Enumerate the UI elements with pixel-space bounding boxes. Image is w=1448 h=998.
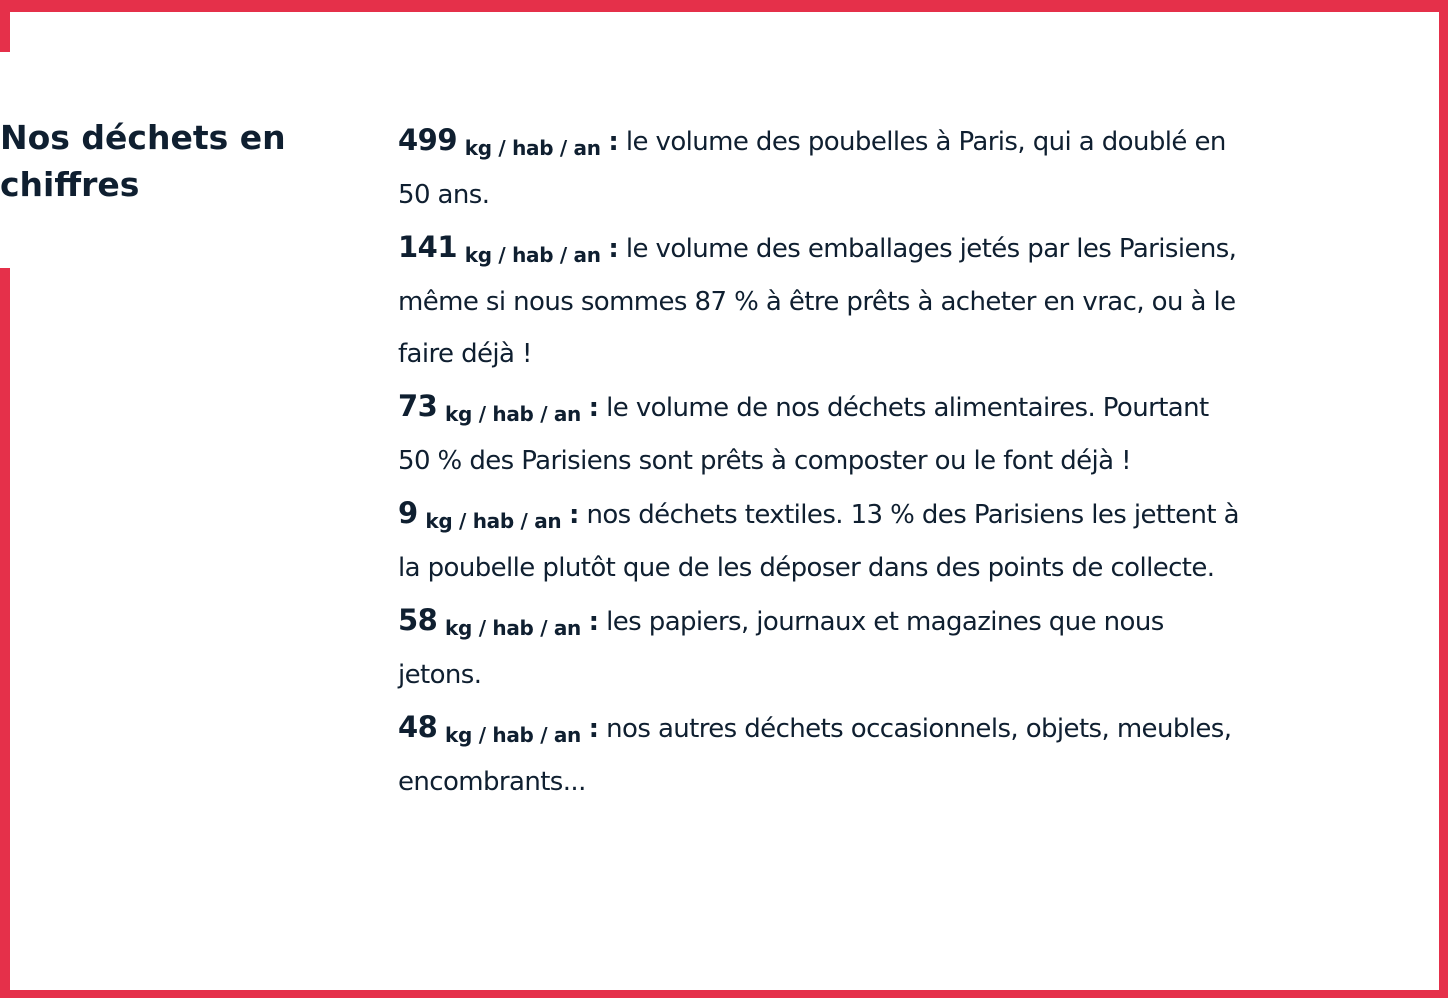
stat-text: le volume des emballages jetés par les Parisiens, même si nous sommes 87 % à être prêts à acheter en vrac, ou à le faire déjà ! — [398, 234, 1237, 369]
stat-text: le volume des poubelles à Paris, qui a doublé en 50 ans. — [398, 127, 1226, 210]
section-title: Nos déchets en chiffres — [0, 114, 340, 208]
frame-border-right — [1439, 0, 1448, 998]
stat-item: 48 kg / hab / an : nos autres déchets occasionnels, objets, meubles, encombrants... — [398, 710, 1232, 797]
frame-border-left-bottom — [0, 268, 10, 998]
stat-item: 73 kg / hab / an : le volume de nos déchets alimentaires. Pourtant 50 % des Parisiens sont prêts à composter ou le font déjà ! — [398, 389, 1209, 476]
stat-item: 499 kg / hab / an : le volume des poubelles à Paris, qui a doublé en 50 ans. — [398, 123, 1226, 210]
stat-item: 9 kg / hab / an : nos déchets textiles. 13 % des Parisiens les jettent à la poubelle plutôt que de les déposer dans des points de collecte. — [398, 496, 1239, 583]
stat-unit: kg / hab / an — [464, 243, 601, 267]
stat-unit: kg / hab / an — [425, 509, 562, 533]
stat-text: les papiers, journaux et magazines que nous jetons. — [398, 607, 1164, 690]
stat-item: 58 kg / hab / an : les papiers, journaux et magazines que nous jetons. — [398, 603, 1164, 690]
stat-unit: kg / hab / an — [445, 402, 581, 426]
stat-unit: kg / hab / an — [445, 723, 581, 747]
stat-text: nos déchets textiles. 13 % des Parisiens les jettent à la poubelle plutôt que de les déposer dans des points de collecte. — [398, 500, 1239, 583]
stat-value: 58 — [398, 603, 438, 637]
stat-text: nos autres déchets occasionnels, objets, meubles, encombrants... — [398, 714, 1232, 797]
stat-value: 9 — [398, 496, 418, 530]
stat-value: 73 — [398, 389, 438, 423]
stats-list — [398, 114, 1248, 808]
stat-text: le volume de nos déchets alimentaires. Pourtant 50 % des Parisiens sont prêts à composter ou le font déjà ! — [398, 393, 1209, 476]
stat-value: 141 — [398, 230, 458, 264]
stat-unit: kg / hab / an — [464, 136, 601, 160]
stat-unit: kg / hab / an — [445, 616, 581, 640]
frame-border-bottom — [0, 990, 1448, 998]
stat-value: 499 — [398, 123, 458, 157]
stat-value: 48 — [398, 710, 438, 744]
frame-border-left-top — [0, 0, 10, 52]
frame-border-top — [0, 0, 1448, 12]
stat-item: 141 kg / hab / an : le volume des emballages jetés par les Parisiens, même si nous sommes 87 % à être prêts à acheter en vrac, ou à le faire déjà ! — [398, 230, 1237, 369]
